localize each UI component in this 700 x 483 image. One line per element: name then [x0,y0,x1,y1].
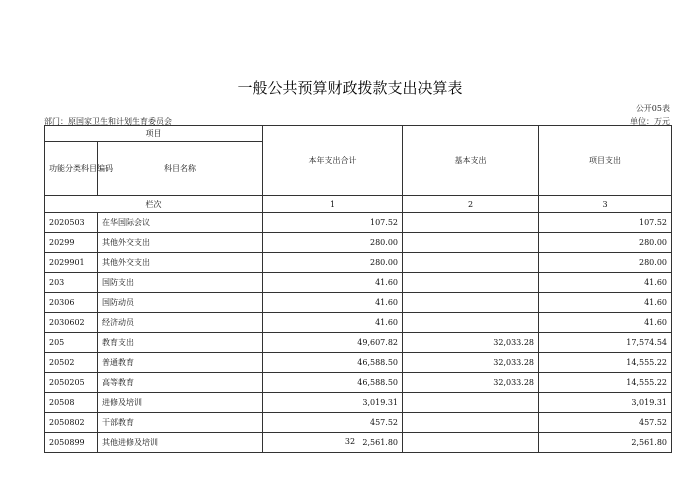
row-total: 46,588.50 [263,353,403,373]
row-total: 280.00 [263,233,403,253]
header-index-3: 3 [539,196,672,213]
row-code: 205 [45,333,98,353]
row-name: 进修及培训 [98,393,263,413]
row-name: 干部教育 [98,413,263,433]
row-project: 280.00 [539,233,672,253]
row-total: 2,561.80 [263,433,403,453]
header-name: 科目名称 [98,142,263,196]
row-name: 国防动员 [98,293,263,313]
table-row [45,213,672,233]
header-index-label: 栏次 [45,196,263,213]
table-row [45,353,672,373]
row-name: 经济动员 [98,313,263,333]
row-code: 203 [45,273,98,293]
table-row [45,333,672,353]
header-item: 项目 [45,126,263,142]
row-total: 3,019.31 [263,393,403,413]
header-basic: 基本支出 [403,126,539,196]
row-total: 41.60 [263,273,403,293]
row-code: 2030602 [45,313,98,333]
header-index-1: 1 [263,196,403,213]
table-row [45,293,672,313]
row-project: 3,019.31 [539,393,672,413]
row-code: 2029901 [45,253,98,273]
row-name: 其他外交支出 [98,253,263,273]
row-project: 457.52 [539,413,672,433]
row-name: 在华国际会议 [98,213,263,233]
row-total: 41.60 [263,313,403,333]
budget-table [44,125,672,453]
row-project: 41.60 [539,273,672,293]
row-name: 高等教育 [98,373,263,393]
row-code: 2050899 [45,433,98,453]
row-name: 普通教育 [98,353,263,373]
page-title: 一般公共预算财政拨款支出决算表 [237,79,463,97]
row-basic [403,413,539,433]
row-project: 107.52 [539,213,672,233]
row-basic [403,273,539,293]
row-code: 2020503 [45,213,98,233]
row-basic [403,313,539,333]
row-basic [403,393,539,413]
row-total: 457.52 [263,413,403,433]
table-row [45,413,672,433]
row-basic: 32,033.28 [403,333,539,353]
table-row [45,393,672,413]
table-row [45,273,672,293]
row-project: 14,555.22 [539,353,672,373]
header-code: 功能分类科目编码 [45,142,98,196]
row-name: 国防支出 [98,273,263,293]
row-code: 2050205 [45,373,98,393]
row-total: 107.52 [263,213,403,233]
row-basic [403,253,539,273]
row-project: 41.60 [539,313,672,333]
row-total: 280.00 [263,253,403,273]
form-number: 公开05表 [635,104,670,113]
row-basic [403,233,539,253]
row-code: 2050802 [45,413,98,433]
table-row [45,233,672,253]
row-project: 14,555.22 [539,373,672,393]
table-body [45,213,672,453]
row-name: 其他进修及培训 [98,433,263,453]
row-code: 20508 [45,393,98,413]
row-basic [403,293,539,313]
row-project: 17,574.54 [539,333,672,353]
row-name: 其他外交支出 [98,233,263,253]
department-label: 部门：原国家卫生和计划生育委员会 [44,117,172,126]
row-code: 20502 [45,353,98,373]
row-name: 教育支出 [98,333,263,353]
table-row [45,253,672,273]
header-project: 项目支出 [539,126,672,196]
row-total: 46,588.50 [263,373,403,393]
row-code: 20306 [45,293,98,313]
row-total: 41.60 [263,293,403,313]
row-basic: 32,033.28 [403,353,539,373]
unit-label: 单位：万元 [630,117,670,126]
table-row [45,373,672,393]
header-index-2: 2 [403,196,539,213]
row-project: 280.00 [539,253,672,273]
table-row [45,313,672,333]
header-total: 本年支出合计 [263,126,403,196]
row-code: 20299 [45,233,98,253]
row-basic: 32,033.28 [403,373,539,393]
row-total: 49,607.82 [263,333,403,353]
page-number: 32 [344,437,356,446]
row-basic [403,213,539,233]
row-project: 41.60 [539,293,672,313]
row-project: 2,561.80 [539,433,672,453]
